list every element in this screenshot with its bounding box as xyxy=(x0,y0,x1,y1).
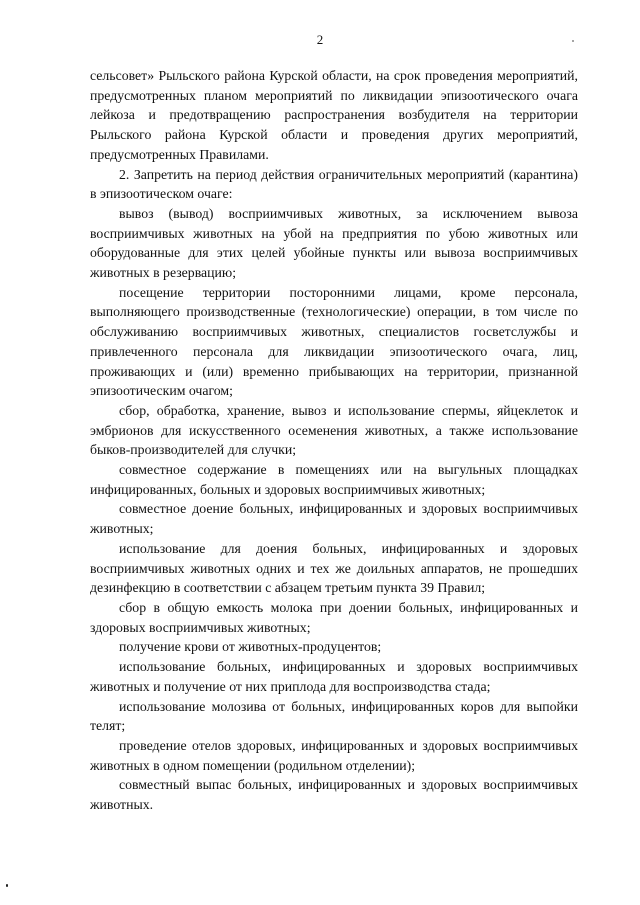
document-body xyxy=(90,66,578,815)
paragraph-intro-continuation: сельсовет» Рыльского района Курской области, на срок проведения мероприятий, предусмотренных планом мероприятий по ликвидации эпизоотического очага лейкоза и предотвращению распространения возбудителя на территории Рыльского района Курской области и проведения других мероприятий, предусмотренных Правилами. xyxy=(90,68,578,162)
paragraph-item-2-heading: 2. Запретить на период действия ограничительных мероприятий (карантина) в эпизоотическом очаге: xyxy=(90,166,578,202)
paragraph-prohibition-breeding: использование больных, инфицированных и здоровых восприимчивых животных и получение от них приплода для воспроизводства стада; xyxy=(90,659,578,694)
paragraph-prohibition-milking-devices: использование для доения больных, инфицированных и здоровых восприимчивых животных одних и тех же доильных аппаратов, не прошедших дезинфекцию в соответствии с абзацем третьим пункта 39 Правил; xyxy=(90,540,578,596)
paragraph-prohibition-grazing: совместный выпас больных, инфицированных и здоровых восприимчивых животных. xyxy=(90,777,578,813)
page-number: 2 xyxy=(316,32,324,47)
paragraph-prohibition-joint-milking: совместное доение больных, инфицированных и здоровых восприимчивых животных; xyxy=(90,501,578,537)
paragraph-prohibition-joint-keeping: совместное содержание в помещениях или на выгульных площадках инфицированных, больных и здоровых восприимчивых животных; xyxy=(90,462,578,497)
paragraph-prohibition-calving: проведение отелов здоровых, инфицированных и здоровых восприимчивых животных в одном помещении (родильном отделении); xyxy=(90,737,578,773)
paragraph-prohibition-colostrum: использование молозива от больных, инфицированных коров для выпойки телят; xyxy=(90,698,578,734)
paragraph-prohibition-visits: посещение территории посторонними лицами, кроме персонала, выполняющего производственные (технологические) операции, в том числе по обслуживанию восприимчивых животных, специалистов госветслужбы и привлеченного персонала для ликвидации эпизоотического очага, лиц, проживающих и (или) временно прибывающих на территории, признанной эпизоотическим очагом; xyxy=(90,284,578,399)
scan-speck xyxy=(6,884,8,887)
paragraph-prohibition-blood: получение крови от животных-продуцентов; xyxy=(119,639,382,655)
paragraph-prohibition-export: вывоз (вывод) восприимчивых животных, за исключением вывоза восприимчивых животных на убой на предприятия по убою животных или оборудованные для этих целей убойные пункты или вывоза восприимчивых животных в резервацию; xyxy=(90,205,578,281)
paragraph-prohibition-milk-collection: сбор в общую емкость молока при доении больных, инфицированных и здоровых восприимчивых животных; xyxy=(90,599,578,635)
scan-speck xyxy=(572,40,574,42)
paragraph-prohibition-sperm: сбор, обработка, хранение, вывоз и использование спермы, яйцеклеток и эмбрионов для искусственного осеменения животных, а также использование быков-производителей для случки; xyxy=(90,402,578,458)
